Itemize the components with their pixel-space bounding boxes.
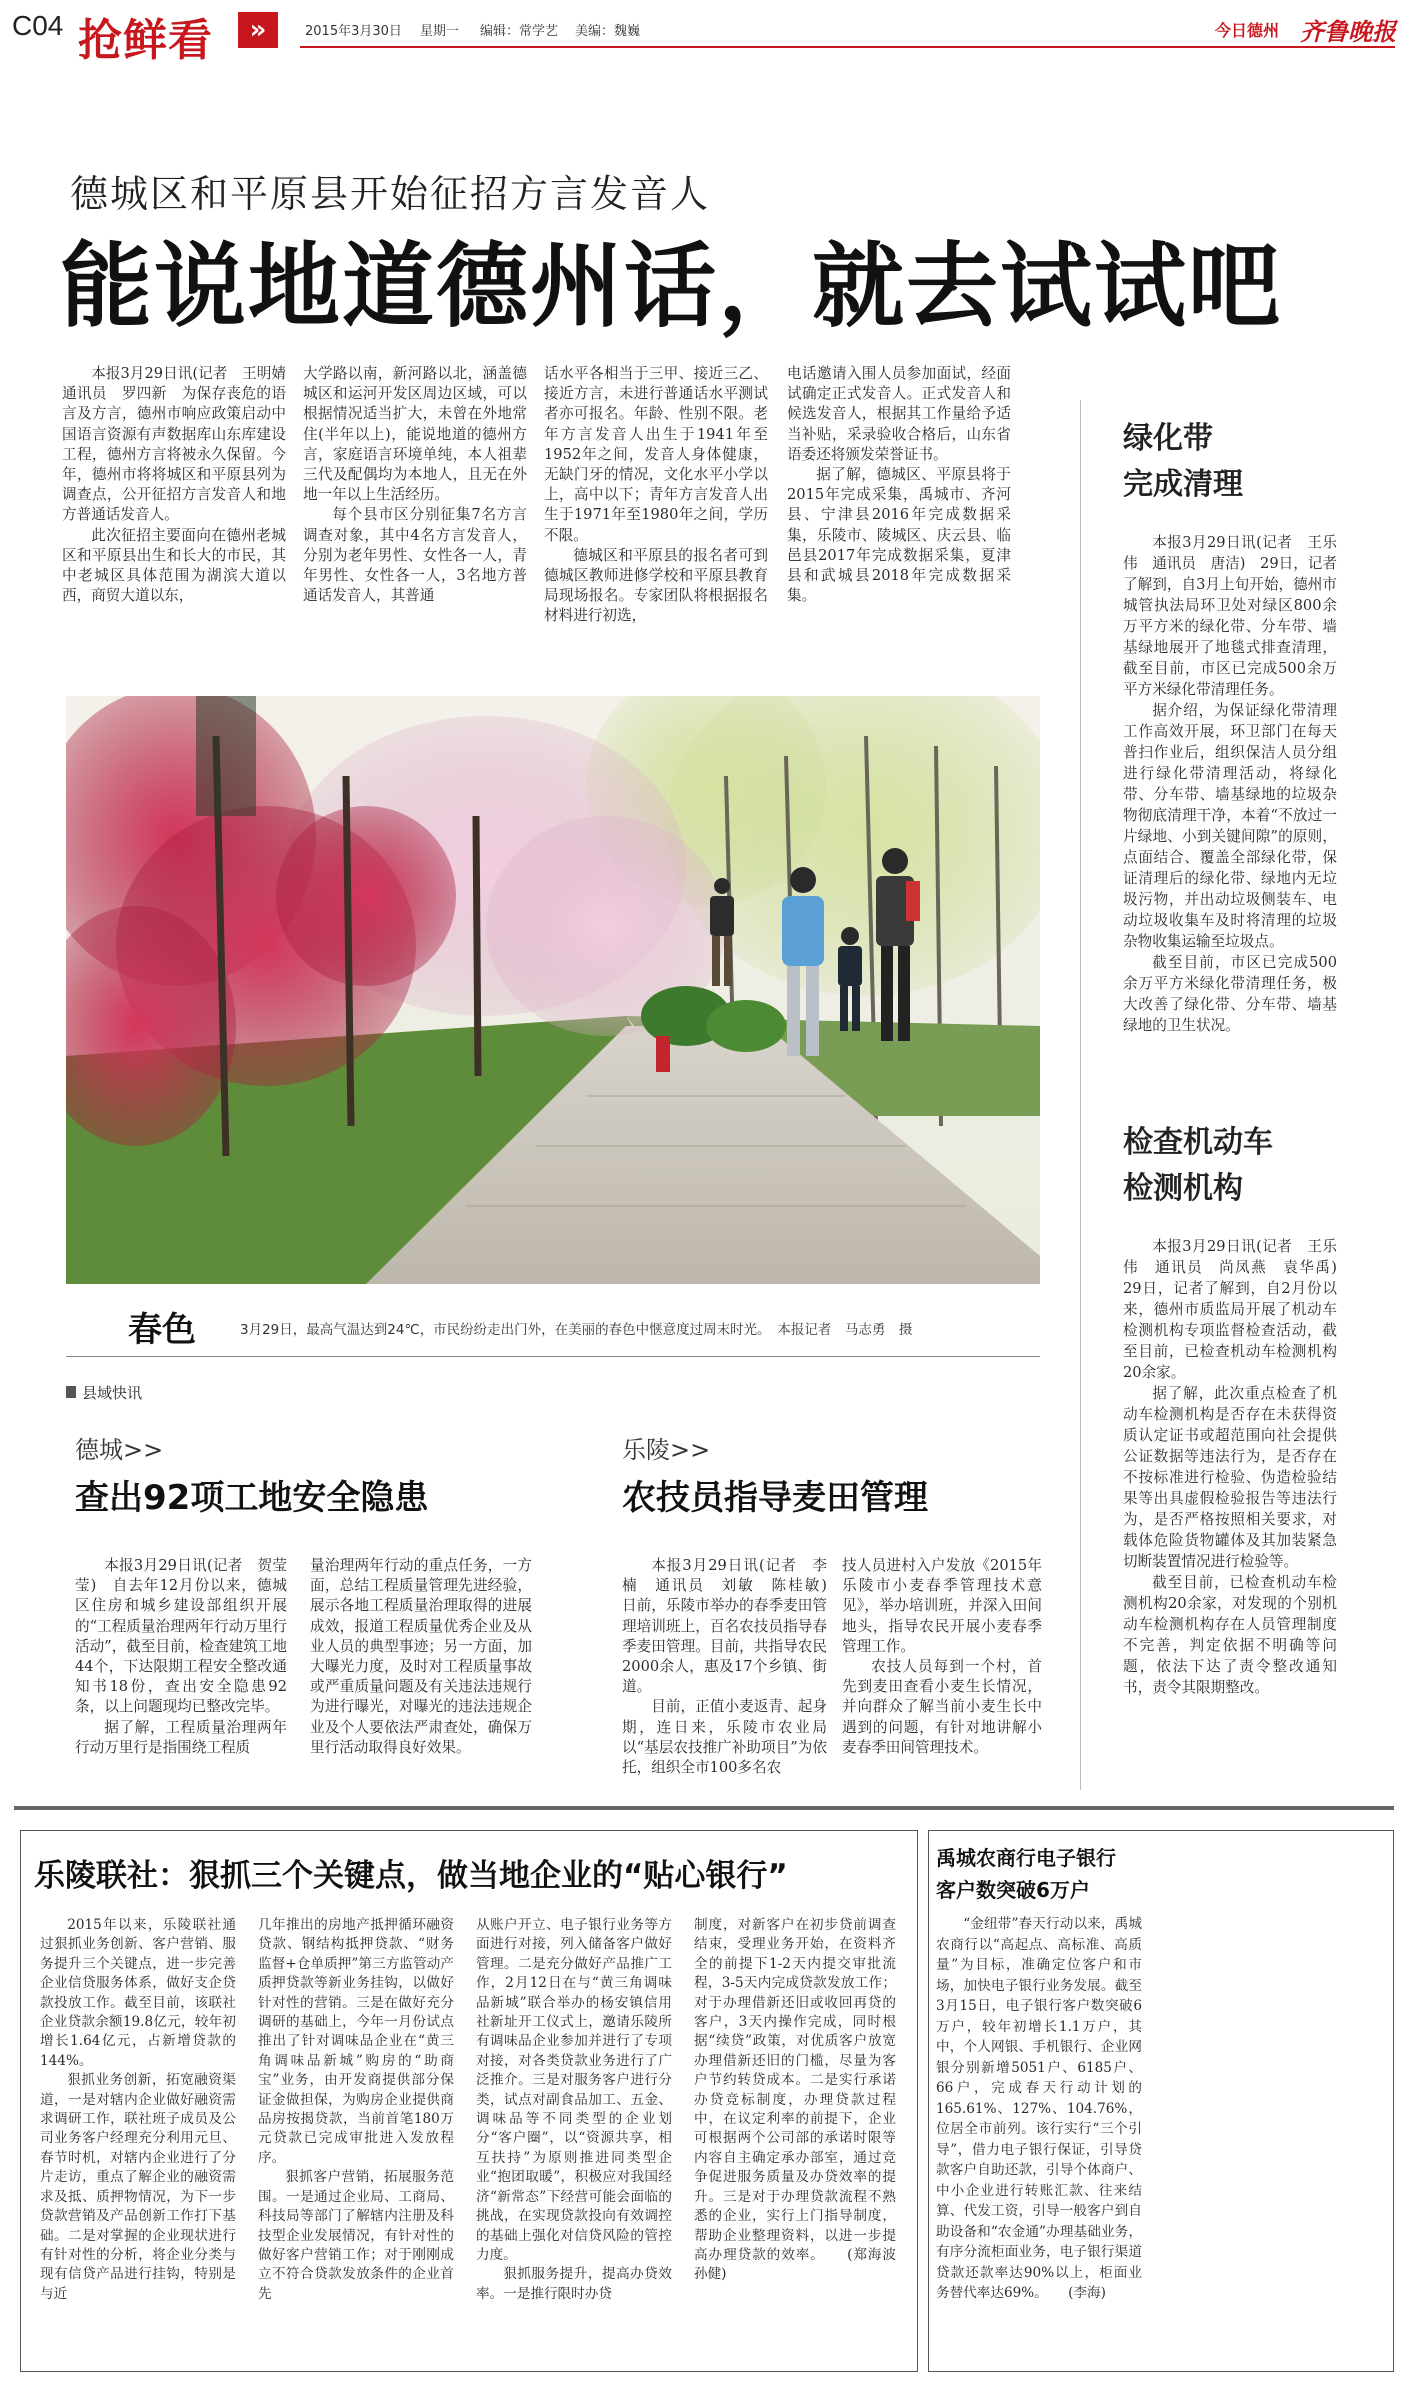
county-news-rule <box>66 1386 76 1398</box>
county-paragraph: 本报3月29日讯(记者 贺莹莹) 自去年12月份以来，德城区住房和城乡建设部组织开展的“工程质量治理两年行动万里行活动”，截至目前，检查建筑工地44个，下达限期工程安全整改通知书18份，查出安全隐患92条，以上问题现均已整改完毕。 <box>75 1557 287 1716</box>
sidebar-paragraph: 本报3月29日讯(记者 王乐伟 通讯员 尚凤燕 袁华禹) 29日，记者了解到，自2月份以来，德州市质监局开展了机动车检测机构专项监督检查活动，截至目前，已检查机动车检测机构20余家。 <box>1123 1238 1352 1381</box>
sidebar-paragraph: 据介绍，为保证绿化带清理工作高效开展，环卫部门在每天普扫作业后，组织保洁人员分组进行绿化带清理活动，将绿化带、分车带、墙基绿地的垃圾杂物彻底清理干净，本着“不放过一片绿地、小到关键间隙”的原则，点面结合、覆盖全部绿化带，保证清理后的绿化带、绿地内无垃圾污物，并出动垃圾侧装车、电动垃圾收集车及时将清理的垃圾杂物收集运输至垃圾点。 <box>1123 702 1337 950</box>
sidebar-story1-body <box>1123 532 1337 1036</box>
paper-logo: 齐鲁晚报 <box>1300 17 1396 46</box>
sidebar-story1-headline-line1: 绿化带 <box>1123 421 1213 456</box>
sidebar-paragraph: 据了解，此次重点检查了机动车检测机构是否存在未获得资质认定证书或超范围向社会提供公证数据等违法行为，是否存在不按标准进行检验、伪造检验结果等出具虚假检验报告等违法行为，是否严格按照相关要求，对载体危险货物罐体及其加装紧急切断装置情况进行检验等。 <box>1123 1385 1337 1570</box>
bottom-right-paragraph: “金纽带”春天行动以来，禹城农商行以“高起点、高标准、高质量”为目标，准确定位客户和市场，加快电子银行业务发展。截至3月15日，电子银行客户数突破6万户，较年初增长1.1万户，其中，个人网银、手机银行、企业网银分别新增5051户、6185户、66户，完成春天行动计划的165.61%、127%、104.76%，位居全市前列。该行实行“三个引导”，借力电子银行保证，引导贷款客户自助还款，引导个体商户、中小企业进行转账汇款、往来结算、代发工资，引导一般客户到自助设备和“农金通”办理基础业务，有序分流柜面业务，电子银行渠道贷款还款率达90%以上，柜面业务替代率达69%。 (李海) <box>936 1916 1142 2301</box>
sidebar-paragraph: 本报3月29日讯(记者 王乐伟 通讯员 唐洁) 29日，记者了解到，自3月上旬开始，德州市城管执法局环卫处对绿区800余万平方米的绿化带、分车带、墙基绿地展开了地毯式排查清理，截至目前，市区已完成500余万平方米绿化带清理任务。 <box>1123 534 1337 698</box>
bottom-left-column-4 <box>694 1916 910 2285</box>
county-right-tag: 乐陵>> <box>622 1436 711 1464</box>
edition-name: 今日德州 <box>1215 21 1280 40</box>
county-left-column-1 <box>75 1556 287 1758</box>
bottom-paragraph: 狠抓客户营销，拓展服务范围。一是通过企业局、工商局、科技局等部门了解辖内注册及科技型企业发展情况，有针对性的做好客户营销工作；对于刚刚成立不符合贷款发放条件的企业首先 <box>258 2169 454 2302</box>
masthead-rule <box>300 46 1395 48</box>
bottom-left-headline: 乐陵联社：狠抓三个关键点，做当地企业的“贴心银行” <box>34 1858 788 1894</box>
lead-paragraph: 据了解，德城区、平原县将于2015年完成采集，禹城市、齐河县、宁津县2016年完成数据采集，乐陵市、陵城区、庆云县、临邑县2017年完成数据采集，夏津县和武城县2018年完成数据采集。 <box>787 466 1011 605</box>
sidebar-story2-headline <box>1123 1120 1273 1212</box>
designer-credit: 美编：魏巍 <box>575 24 641 39</box>
county-left-headline: 查出92项工地安全隐患 <box>75 1478 429 1518</box>
lead-column-4 <box>787 364 1011 606</box>
county-left-column-2 <box>310 1556 532 1758</box>
bottom-section-rule <box>14 1806 1394 1810</box>
masthead <box>0 0 1409 66</box>
county-paragraph: 农技人员每到一个村，首先到麦田查看小麦生长情况，并向群众了解当前小麦生长中遇到的问题，有针对地讲解小麦春季田间管理技术。 <box>842 1658 1042 1756</box>
issue-date: 2015年3月30日 <box>305 24 402 39</box>
sidebar-divider <box>1080 400 1081 1790</box>
sidebar-story1-headline <box>1123 416 1243 508</box>
county-right-column-2 <box>842 1556 1042 1758</box>
lead-kicker: 德城区和平原县开始征招方言发音人 <box>70 172 711 216</box>
lead-paragraph: 话水平各相当于三甲、接近三乙、接近方言，未进行普通话水平测试者亦可报名。年龄、性别不限。老年方言发音人出生于1941年至1952年之间，发音人身体健康，无缺门牙的情况，文化水平小学以上，高中以下；青年方言发音人出生于1971年至1980年之间，学历不限。 <box>544 365 768 544</box>
lead-paragraph: 此次征招主要面向在德州老城区和平原县出生和长大的市民，其中老城区具体范围为湖滨大道以西，商贸大道以东， <box>62 526 286 605</box>
sidebar-paragraph: 截至目前，市区已完成500余万平方米绿化带清理任务，极大改善了绿化带、分车带、墙基绿地的卫生状况。 <box>1123 954 1337 1034</box>
county-left-tag: 德城>> <box>75 1436 164 1464</box>
issue-weekday: 星期一 <box>420 24 460 39</box>
lead-paragraph: 大学路以南，新河路以北，涵盖德城区和运河开发区周边区域，可以根据情况适当扩大，未曾在外地常住(半年以上)，能说地道的德州方言，家庭语言环境单纯，本人祖辈三代及配偶均为本地人，且无在外地一年以上生活经历。 <box>303 365 527 504</box>
sidebar-story1-headline-line2: 完成清理 <box>1123 467 1243 502</box>
lead-paragraph: 每个县市区分别征集7名方言调查对象，其中4名方言发音人，分别为老年男性、女性各一人，青年男性、女性各一人，3名地方普通话发音人，其普通 <box>303 506 527 605</box>
lead-column-3 <box>544 364 768 627</box>
section-title: 抢鲜看 <box>78 15 213 66</box>
county-paragraph: 量治理两年行动的重点任务，一方面，总结工程质量管理先进经验，展示各地工程质量治理取得的进展成效，报道工程质量优秀企业及从业人员的典型事迹；另一方面，加大曝光力度，及时对工程质量事故或严重质量问题及有关违法违规行为进行曝光，对曝光的违法违规企业及个人要依法严肃查处，确保万里行活动取得良好效果。 <box>310 1557 532 1756</box>
bottom-paragraph: 2015年以来，乐陵联社通过狠抓业务创新、客户营销、服务提升三个关键点，进一步完善企业信贷服务体系，做好支企贷款投放工作。截至目前，该联社企业贷款余额19.8亿元，较年初增长1.64亿元，占新增贷款的144%。 <box>40 1917 236 2069</box>
sidebar-paragraph: 截至目前，已检查机动车检测机构20余家，对发现的个别机动车检测机构存在人员管理制度不完善，判定依据不明确等问题，依法下达了责令整改通知书，责令其限期整改。 <box>1123 1574 1337 1696</box>
section-arrow-icon: » <box>238 12 278 48</box>
county-paragraph: 技人员进村入户发放《2015年乐陵市小麦春季管理技术意见》，举办培训班，并深入田间地头，指导农民开展小麦春季管理工作。 <box>842 1557 1042 1655</box>
lead-paragraph: 本报3月29日讯(记者 王明婧 通讯员 罗四新 为保存丧危的语言及方言，德州市响应政策启动中国语言资源有声数据库山东库建设工程，德州方言将被永久保留。今年，德州市将将城区和平原县列为调查点，公开征招方言发音人和地方普通话发音人。 <box>62 365 301 524</box>
county-paragraph: 目前，正值小麦返青、起身期，连日来，乐陵市农业局以“基层农技推广补助项目”为依托，组织全市100多名农 <box>622 1698 827 1777</box>
editor-credit: 编辑：常学艺 <box>480 24 559 39</box>
county-paragraph: 据了解，工程质量治理两年行动万里行是指围绕工程质 <box>75 1718 287 1756</box>
bottom-right-headline-line2: 客户数突破6万户 <box>936 1878 1090 1902</box>
photo-caption: 3月29日，最高气温达到24℃，市民纷纷走出门外，在美丽的春色中惬意度过周末时光。 本报记者 马志勇 摄 <box>240 1322 913 1338</box>
photo-title: 春色 <box>128 1310 196 1350</box>
lead-paragraph: 德城区和平原县的报名者可到德城区教师进修学校和平原县教育局现场报名。专家团队将根据报名材料进行初选， <box>544 546 768 625</box>
county-news-label: 县域快讯 <box>82 1384 143 1402</box>
lead-column-1 <box>62 364 301 606</box>
bottom-right-headline-line1: 禹城农商行电子银行 <box>936 1846 1116 1870</box>
spring-photo-image <box>66 696 1040 1284</box>
bottom-paragraph: 从账户开立、电子银行业务等方面进行对接，列入储备客户做好管理。二是充分做好产品推广工作，2月12日在与“黄三角调味品新城”联合举办的杨安镇信用社新址开工仪式上，邀请乐陵所有调味品企业参加并进行了专项对接，对各类贷款业务进行了广泛推介。三是对服务客户进行分类，试点对副食品加工、五金、调味品等不同类型的企业划分“客户圈”，以“资源共享，相互扶持”为原则推进同类型企业“抱团取暖”，积极应对我国经济“新常态”下经营可能会面临的挑战，在实现贷款投向有效调控的基础上强化对信贷风险的管控力度。 <box>476 1917 672 2263</box>
sidebar-story2-headline-line1: 检查机动车 <box>1123 1125 1273 1160</box>
photo-caption-rule <box>66 1356 1040 1357</box>
lead-paragraph: 电话邀请入围人员参加面试，经面试确定正式发音人。正式发音人和候选发音人，根据其工作量给予适当补贴，采录验收合格后，山东省语委还将颁发荣誉证书。 <box>787 365 1011 463</box>
bottom-paragraph: 狠抓服务提升，提高办贷效率。一是推行限时办贷 <box>476 2266 672 2302</box>
bottom-left-column-1 <box>40 1916 236 2304</box>
lead-column-2 <box>303 364 527 606</box>
sidebar-story2-headline-line2: 检测机构 <box>1123 1171 1243 1206</box>
county-right-headline: 农技员指导麦田管理 <box>622 1478 928 1518</box>
page-number: C04 <box>12 10 64 41</box>
spring-photo <box>66 696 1040 1284</box>
bottom-right-body <box>936 1914 1142 2304</box>
county-paragraph: 本报3月29日讯(记者 李楠 通讯员 刘敏 陈桂敏) 日前，乐陵市举办的春季麦田管理培训班上，百名农技员指导春季麦田管理。目前，共指导农民2000余人，惠及17个乡镇、街道。 <box>622 1557 842 1696</box>
bottom-left-column-2 <box>258 1916 454 2304</box>
bottom-paragraph: 几年推出的房地产抵押循环融资贷款、钢结构抵押贷款、“财务监督+仓单质押”第三方监管动产质押贷款等新业务挂钩，以做好针对性的营销。三是在做好充分调研的基础上，今年一月份试点推出了针对调味品企业在“黄三角调味品新城”购房的“助商宝”业务，由开发商提供部分保证金做担保，为购房企业提供商品房按揭贷款，当前首笔180万元贷款已完成审批进入发放程序。 <box>258 1917 454 2166</box>
bottom-paragraph: 制度，对新客户在初步贷前调查结束，受理业务开始，在资料齐全的前提下1-2天内提交审批流程，3-5天内完成贷款发放工作；对于办理借新还旧或收回再贷的客户，3天内操作完成，同时根据“续贷”政策，对优质客户放宽办理借新还旧的门槛，尽量为客户节约转贷成本。二是实行承诺办贷竞标制度，办理贷款过程中，在议定利率的前提下，企业可根据两个公司部的承诺时限等内容自主确定承办部室，通过竞争促进服务质量及办贷效率的提升。三是对于办理贷款流程不熟悉的企业，实行上门指导制度，帮助企业整理资料，以进一步提高办理贷款的效率。 (郑海波 孙健) <box>694 1917 910 2283</box>
bottom-paragraph: 狠抓业务创新，拓宽融资渠道，一是对辖内企业做好融资需求调研工作，联社班子成员及公司业务客户经理充分利用元旦、春节时机，对辖内企业进行了分片走访，重点了解企业的融资需求及抵、质押物情况，为下一步贷款营销及产品创新工作打下基础。二是对掌握的企业现状进行有针对性的分析，将企业分类与现有信贷产品进行挂钩，特别是与近 <box>40 2072 236 2302</box>
bottom-left-column-3 <box>476 1916 672 2304</box>
county-right-column-1 <box>622 1556 842 1778</box>
lead-headline: 能说地道德州话，就去试试吧 <box>60 233 1283 340</box>
bottom-right-headline <box>936 1842 1116 1906</box>
sidebar-story2-body <box>1123 1236 1352 1698</box>
